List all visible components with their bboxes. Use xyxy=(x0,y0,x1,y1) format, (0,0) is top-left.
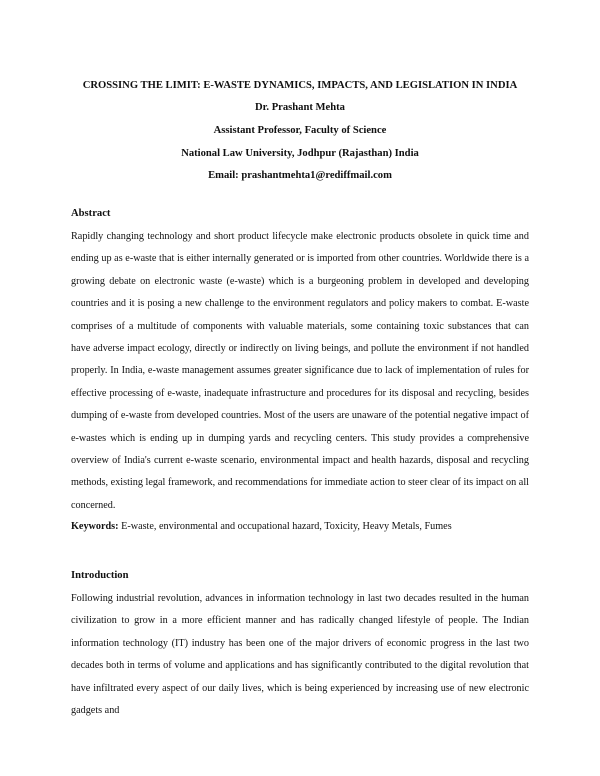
introduction-text: Following industrial revolution, advances in information technology in last two decades resulted in the human civilization to grow in a more efficient manner and has radically changed lifestyle of people. The Indian information technology (IT) industry has been one of the major drivers of economic progress in the last two decades both in terms of volume and applications and has significantly contributed to the digital revolution that have infiltrated every aspect of our daily lives, which is being experienced by increasing use of new electronic gadgets and xyxy=(71,593,529,717)
author-name: Dr. Prashant Mehta xyxy=(255,102,345,113)
abstract-heading: Abstract xyxy=(71,208,111,219)
author-university: National Law University, Jodhpur (Rajasthan) India xyxy=(181,148,419,159)
keywords xyxy=(71,521,452,532)
keywords-label: Keywords: xyxy=(71,521,119,532)
paper-title: CROSSING THE LIMIT: E-WASTE DYNAMICS, IMPACTS, AND LEGISLATION IN INDIA xyxy=(82,80,518,91)
abstract-text: Rapidly changing technology and short product lifecycle make electronic products obsolete in quick time and ending up as e-waste that is either internally generated or is imported from other countries. Worldwide there is a growing debate on electronic waste (e-waste) which is a burgeoning problem in developed and developing countries and it is posing a new challenge to the environment regulators and policy makers to combat. E-waste comprises of a multitude of components with valuable materials, some containing toxic substances that can have adverse impact ecology, directly or indirectly on living beings, and pollute the environment if not handled properly. In India, e-waste management assumes greater significance due to lack of implementation of rules for effective processing of e-waste, inadequate infrastructure and procedures for its disposal and recycling, besides dumping of e-waste from developed countries. Most of the users are unaware of the potential negative impact of e-wastes which is ending up in dumping yards and recycling centers. This study provides a comprehensive overview of India's current e-waste scenario, environmental impact and health hazards, disposal and recycling methods, existing legal framework, and recommendations for immediate action to steer clear of its impact on all concerned. xyxy=(71,231,529,511)
author-email: Email: prashantmehta1@rediffmail.com xyxy=(208,170,392,181)
author-affiliation: Assistant Professor, Faculty of Science xyxy=(213,125,387,136)
introduction-heading: Introduction xyxy=(71,570,129,581)
keywords-text: E-waste, environmental and occupational hazard, Toxicity, Heavy Metals, Fumes xyxy=(118,521,452,532)
